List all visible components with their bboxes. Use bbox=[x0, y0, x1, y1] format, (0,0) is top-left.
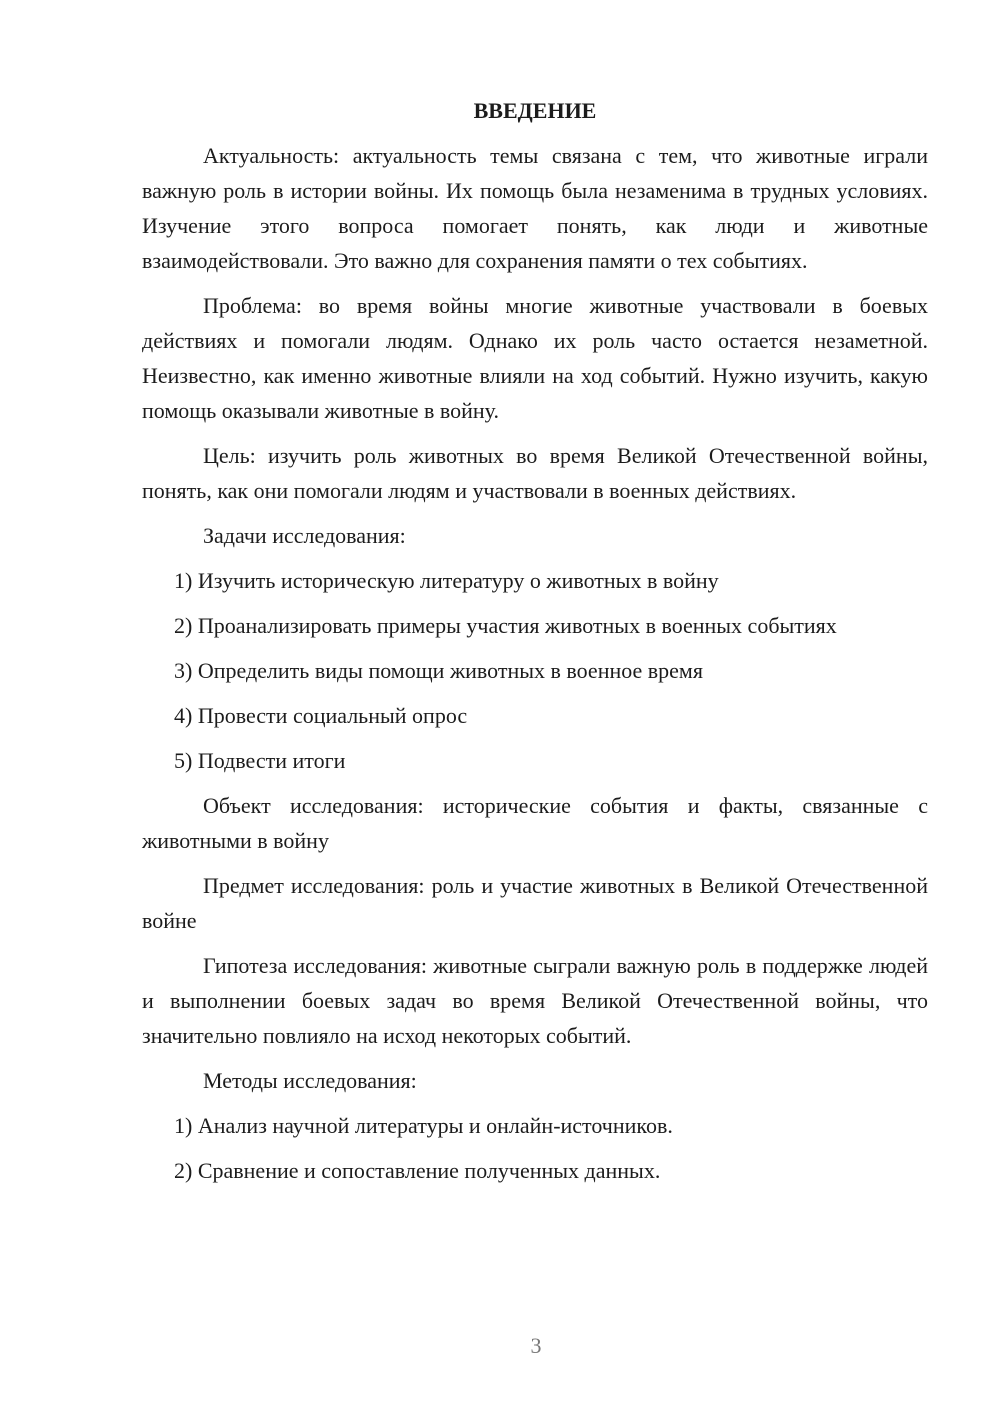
page-number: 3 bbox=[530, 1333, 542, 1358]
goal-paragraph: Цель: изучить роль животных во время Великой Отечественной войны, понять, как они помогали людям и участвовали в военных действиях. bbox=[142, 443, 928, 503]
relevance-paragraph: Актуальность: актуальность темы связана с тем, что животные играли важную роль в истории войны. Их помощь была незаменима в трудных условиях. Изучение этого вопроса помогает понять, как люди и животные взаимодействовали. Это важно для сохранения памяти о тех событиях. bbox=[142, 143, 928, 273]
problem-paragraph: Проблема: во время войны многие животные участвовали в боевых действиях и помогали людям. Однако их роль часто остается незаметной. Неизвестно, как именно животные влияли на ход событий. Нужно изучить, какую помощь оказывали животные в войну. bbox=[142, 293, 928, 423]
task-item: 5) Подвести итоги bbox=[174, 748, 346, 773]
method-item: 1) Анализ научной литературы и онлайн-источников. bbox=[174, 1113, 673, 1138]
method-item: 2) Сравнение и сопоставление полученных данных. bbox=[174, 1158, 661, 1183]
object-paragraph: Объект исследования: исторические события и факты, связанные с животными в войну bbox=[142, 793, 928, 853]
tasks-list bbox=[142, 563, 928, 778]
hypothesis-paragraph: Гипотеза исследования: животные сыграли важную роль в поддержке людей и выполнении боевых задач во время Великой Отечественной войны, что значительно повлияло на исход некоторых событий. bbox=[142, 953, 928, 1048]
task-item: 4) Провести социальный опрос bbox=[174, 703, 468, 728]
document-page bbox=[142, 96, 928, 1198]
methods-heading: Методы исследования: bbox=[203, 1068, 417, 1093]
document-title: ВВЕДЕНИЕ bbox=[473, 98, 597, 123]
methods-list bbox=[142, 1108, 928, 1188]
task-item: 2) Проанализировать примеры участия животных в военных событиях bbox=[174, 613, 837, 638]
task-item: 1) Изучить историческую литературу о животных в войну bbox=[174, 568, 719, 593]
tasks-heading: Задачи исследования: bbox=[203, 523, 406, 548]
task-item: 3) Определить виды помощи животных в военное время bbox=[174, 658, 703, 683]
subject-paragraph: Предмет исследования: роль и участие животных в Великой Отечественной войне bbox=[142, 873, 928, 933]
